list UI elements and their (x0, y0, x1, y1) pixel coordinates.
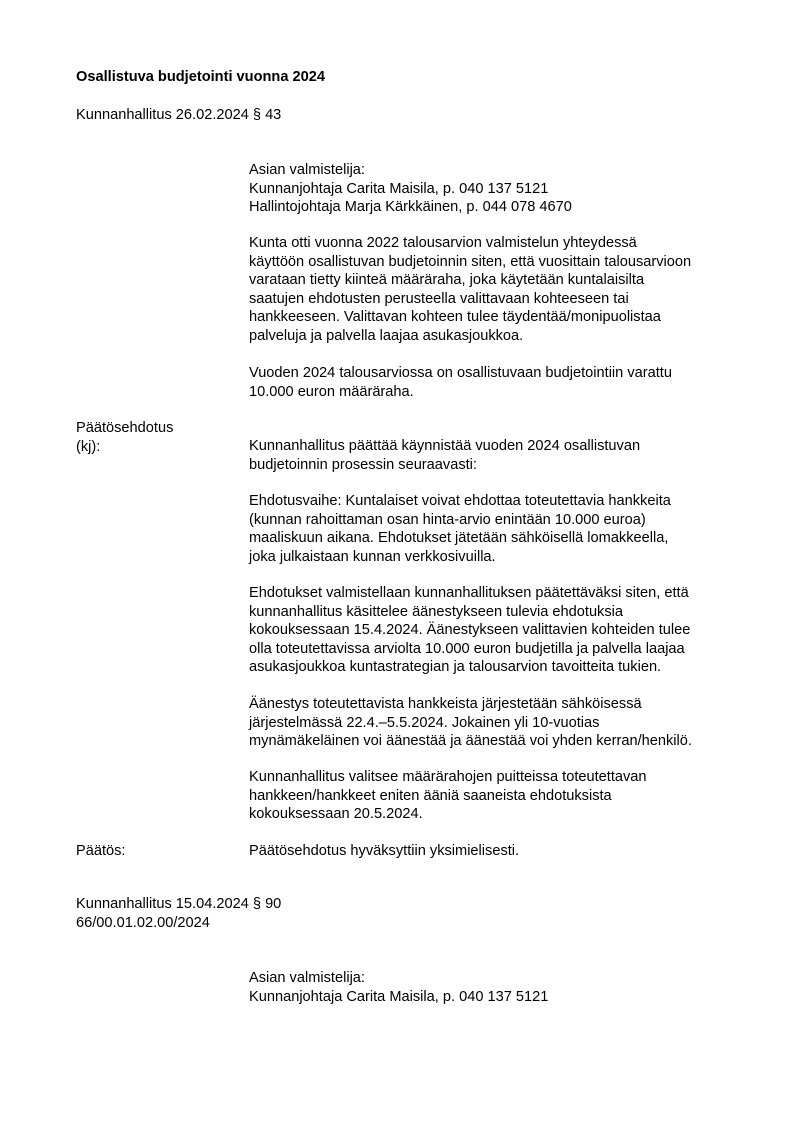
text-line: (kunnan rahoittaman osan hinta-arvio enintään 10.000 euroa) (249, 511, 646, 528)
text-line: Äänestys toteutettavista hankkeista järjestetään sähköisessä (249, 696, 642, 712)
meeting1-preparer-block (249, 161, 572, 217)
preparer-line: Kunnanjohtaja Carita Maisila, p. 040 137 5121 (249, 988, 549, 1005)
budget-paragraph (249, 364, 672, 401)
text-line: kokouksessaan 15.4.2024. Äänestykseen valittavien kohteiden tulee (249, 622, 691, 638)
text-line: Kunnanhallitus päättää käynnistää vuoden 2024 osallistuvan (249, 438, 641, 454)
text-line: järjestelmässä 22.4.–5.5.2024. Jokainen yli 10-vuotias (249, 714, 600, 731)
preparer-label: Asian valmistelija: (249, 162, 365, 178)
proposal-intro (249, 437, 640, 474)
background-paragraph (249, 234, 691, 345)
text-line: Kunnanhallitus valitsee määrärahojen puitteissa toteutettavan (249, 769, 647, 785)
text-line: Ehdotusvaihe: Kuntalaiset voivat ehdottaa toteutettavia hankkeita (249, 493, 671, 509)
proposal-phase-voting (249, 695, 692, 751)
text-line: saatujen ehdotusten perusteella valittavaan kohteeseen tai (249, 290, 629, 307)
meeting1-header: Kunnanhallitus 26.02.2024 § 43 (76, 107, 282, 123)
document-title: Osallistuva budjetointi vuonna 2024 (76, 69, 325, 85)
text-line: olla toteutettavissa arviolta 10.000 euron budjetilla ja palvella laajaa (249, 640, 685, 657)
text-line: kokouksessaan 20.5.2024. (249, 806, 423, 822)
text-line: palveluja ja palvella laajaa asukasjoukkoa. (249, 327, 524, 344)
decision-label: Päätös: (76, 843, 126, 859)
preparer-line: Hallintojohtaja Marja Kärkkäinen, p. 044 078 4670 (249, 199, 572, 215)
proposal-phase-suggestions (249, 492, 671, 566)
proposal-label-line: (kj): (76, 438, 101, 455)
text-line: Vuoden 2024 talousarviossa on osallistuvaan budjetointiin varattu (249, 365, 672, 381)
proposal-phase-preparation (249, 584, 690, 677)
text-line: kunnanhallitus käsittelee äänestykseen tulevia ehdotuksia (249, 603, 624, 620)
text-line: budjetoinnin prosessin seuraavasti: (249, 456, 477, 473)
text-line: Ehdotukset valmistellaan kunnanhallituksen päätettäväksi siten, että (249, 585, 689, 601)
proposal-phase-selection (249, 768, 647, 824)
text-line: käyttöön osallistuvan budjetoinnin siten, että vuosittain talousarvioon (249, 253, 692, 270)
text-line: hankkeen/hankkeet eniten ääniä saaneista ehdotuksista (249, 787, 612, 804)
decision-text: Päätösehdotus hyväksyttiin yksimielisesti. (249, 843, 520, 859)
proposal-label (76, 419, 173, 456)
text-line: varataan tietty kiinteä määräraha, joka käytetään kuntalaisilta (249, 272, 645, 288)
meeting2-preparer-block (249, 969, 548, 1006)
meeting2-header-block (76, 895, 281, 932)
text-line: joka julkaistaan kunnan verkkosivuilla. (249, 548, 496, 565)
meeting2-header: Kunnanhallitus 15.04.2024 § 90 (76, 896, 282, 912)
preparer-line: Kunnanjohtaja Carita Maisila, p. 040 137 5121 (249, 180, 549, 197)
text-line: maaliskuun aikana. Ehdotukset jätetään sähköisellä lomakkeella, (249, 530, 669, 546)
text-line: Kunta otti vuonna 2022 talousarvion valmistelun yhteydessä (249, 235, 637, 251)
proposal-label-line: Päätösehdotus (76, 420, 174, 436)
text-line: mynämäkeläinen voi äänestää ja äänestää voi yhden kerran/henkilö. (249, 733, 692, 749)
preparer-label: Asian valmistelija: (249, 970, 365, 986)
reference-number: 66/00.01.02.00/2024 (76, 914, 210, 931)
text-line: 10.000 euron määräraha. (249, 383, 414, 400)
text-line: hankkeeseen. Valittavan kohteen tulee täydentää/monipuolistaa (249, 309, 661, 325)
text-line: asukasjoukkoa kuntastrategian ja talousarvion tavoitteita tukien. (249, 659, 662, 675)
